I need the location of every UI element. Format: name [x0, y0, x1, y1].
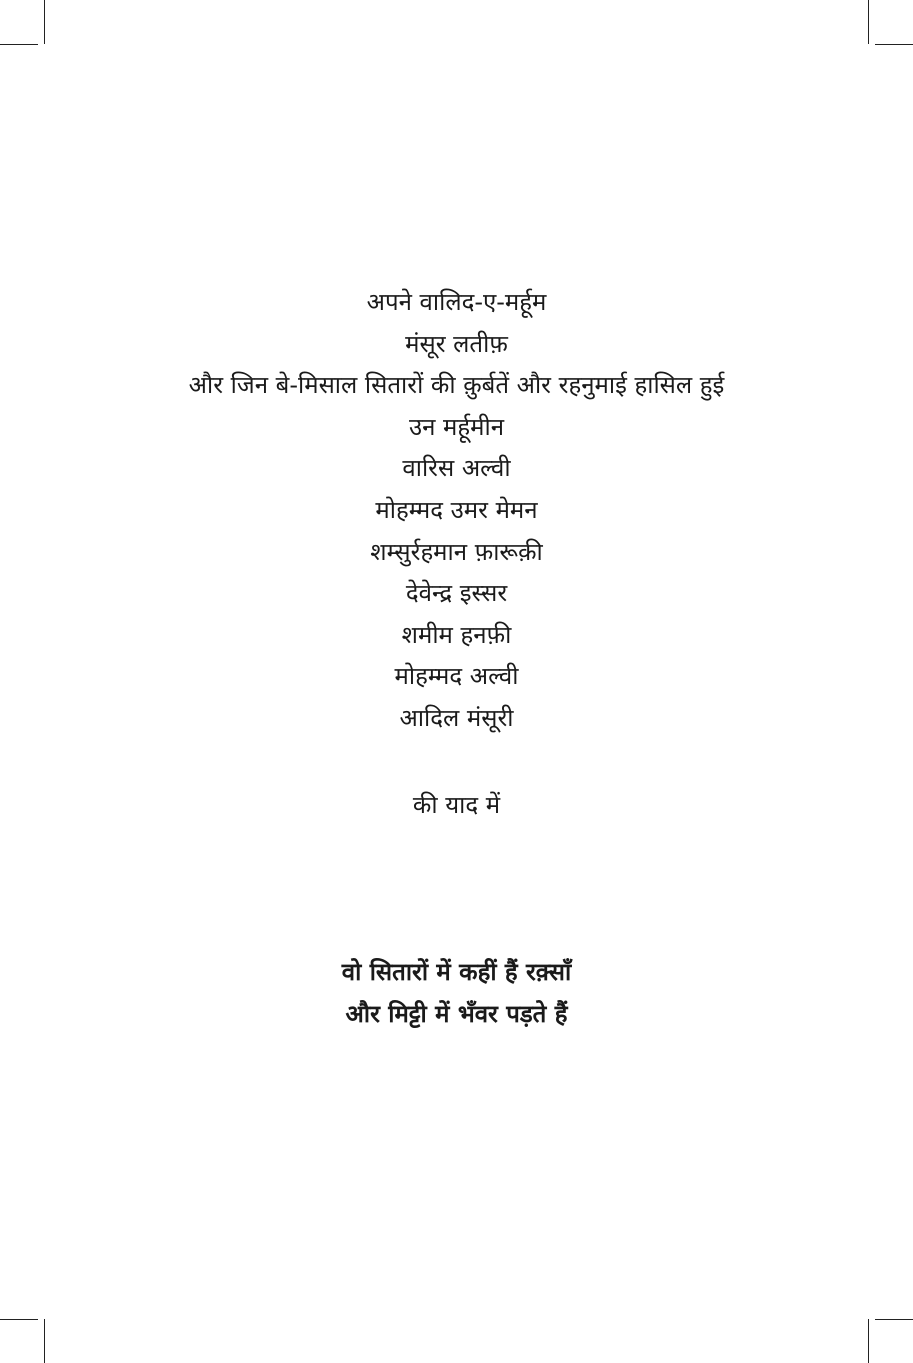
crop-mark — [44, 1319, 45, 1363]
dedication-line: देवेन्द्र इस्सर — [405, 579, 508, 608]
crop-mark — [875, 44, 913, 45]
dedication-line: अपने वालिद-ए-मर्हूम — [366, 288, 547, 316]
couplet-block — [0, 951, 913, 1035]
dedication-line: और जिन बे-मिसाल सितारों की क़ुर्बतें और रहनुमाई हासिल हुई — [188, 371, 725, 400]
dedication-line: मोहम्मद अल्वी — [394, 662, 519, 691]
couplet-verse: और मिट्टी में भँवर पड़ते हैं — [345, 1000, 568, 1028]
dedication-line: शमीम हनफ़ी — [401, 620, 512, 649]
dedication-line: शम्सुर्रहमान फ़ारूक़ी — [370, 537, 543, 566]
couplet-verse: वो सितारों में कहीं हैं रक़्साँ — [341, 958, 572, 986]
dedication-line: मंसूर लतीफ़ — [405, 329, 508, 358]
dedication-block — [0, 282, 913, 740]
crop-mark — [875, 1319, 913, 1320]
crop-mark — [0, 1319, 38, 1320]
crop-mark — [0, 44, 38, 45]
dedication-line: आदिल मंसूरी — [399, 703, 514, 732]
crop-mark — [868, 1319, 869, 1363]
crop-mark — [868, 0, 869, 44]
dedication-line: वारिस अल्वी — [402, 454, 511, 483]
dedication-line: उन मर्हूमीन — [408, 412, 505, 441]
in-memory-of-text: की याद में — [412, 791, 501, 819]
crop-mark — [44, 0, 45, 44]
dedication-line: मोहम्मद उमर मेमन — [375, 495, 538, 524]
